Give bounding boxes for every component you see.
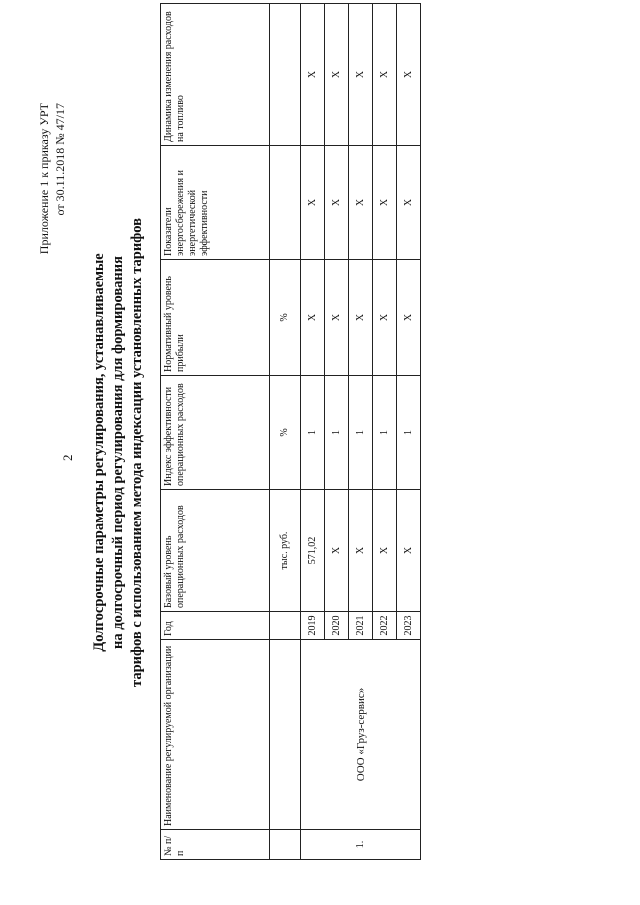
unit-base: тыс. руб. bbox=[270, 490, 301, 612]
appendix-reference bbox=[36, 103, 68, 254]
title-line-1: Долгосрочные параметры регулирования, устанавливаемые bbox=[91, 253, 107, 652]
unit-index: % bbox=[270, 376, 301, 490]
year-cell: 2023 bbox=[397, 612, 421, 640]
index-cell: 1 bbox=[373, 376, 397, 490]
fuel-cell: X bbox=[301, 4, 325, 146]
document-title bbox=[90, 0, 147, 905]
base-cell: X bbox=[397, 490, 421, 612]
page-number: 2 bbox=[60, 454, 75, 461]
header-fuel: Динамика изменения расходов на топливо bbox=[161, 4, 270, 146]
appendix-line-1: Приложение 1 к приказу УРТ bbox=[37, 103, 51, 255]
units-row bbox=[270, 4, 301, 860]
header-row bbox=[161, 4, 270, 860]
title-line-2: на долгосрочный период регулирования для формирования bbox=[110, 256, 126, 650]
profit-cell: X bbox=[397, 260, 421, 376]
header-base: Базовый уровень операционных расходов bbox=[161, 490, 270, 612]
parameters-table bbox=[160, 3, 421, 860]
unit-profit: % bbox=[270, 260, 301, 376]
fuel-cell: X bbox=[349, 4, 373, 146]
energy-cell: X bbox=[397, 146, 421, 260]
org-number: 1. bbox=[301, 830, 421, 860]
header-org: Наименование регулируемой организации bbox=[161, 640, 270, 830]
fuel-cell: X bbox=[325, 4, 349, 146]
base-cell: X bbox=[349, 490, 373, 612]
header-profit: Нормативный уровень прибыли bbox=[161, 260, 270, 376]
base-cell: X bbox=[373, 490, 397, 612]
appendix-line-2: от 30.11.2018 № 47/17 bbox=[53, 103, 67, 216]
year-cell: 2020 bbox=[325, 612, 349, 640]
profit-cell: X bbox=[325, 260, 349, 376]
index-cell: 1 bbox=[301, 376, 325, 490]
org-name: ООО «Груз-сервис» bbox=[301, 640, 421, 830]
index-cell: 1 bbox=[397, 376, 421, 490]
title-line-3: тарифов с использованием метода индексации установленных тарифов bbox=[129, 218, 145, 687]
energy-cell: X bbox=[349, 146, 373, 260]
profit-cell: X bbox=[349, 260, 373, 376]
index-cell: 1 bbox=[349, 376, 373, 490]
year-cell: 2021 bbox=[349, 612, 373, 640]
profit-cell: X bbox=[301, 260, 325, 376]
year-cell: 2019 bbox=[301, 612, 325, 640]
fuel-cell: X bbox=[373, 4, 397, 146]
year-cell: 2022 bbox=[373, 612, 397, 640]
base-cell: 571,02 bbox=[301, 490, 325, 612]
header-energy: Показатели энергосбережения и энергетической эффективности bbox=[161, 146, 270, 260]
header-num: № п/п bbox=[161, 830, 270, 860]
base-cell: X bbox=[325, 490, 349, 612]
energy-cell: X bbox=[301, 146, 325, 260]
header-year: Год bbox=[161, 612, 270, 640]
profit-cell: X bbox=[373, 260, 397, 376]
fuel-cell: X bbox=[397, 4, 421, 146]
table-row bbox=[301, 4, 325, 860]
energy-cell: X bbox=[325, 146, 349, 260]
energy-cell: X bbox=[373, 146, 397, 260]
header-index: Индекс эффективности операционных расходов bbox=[161, 376, 270, 490]
index-cell: 1 bbox=[325, 376, 349, 490]
